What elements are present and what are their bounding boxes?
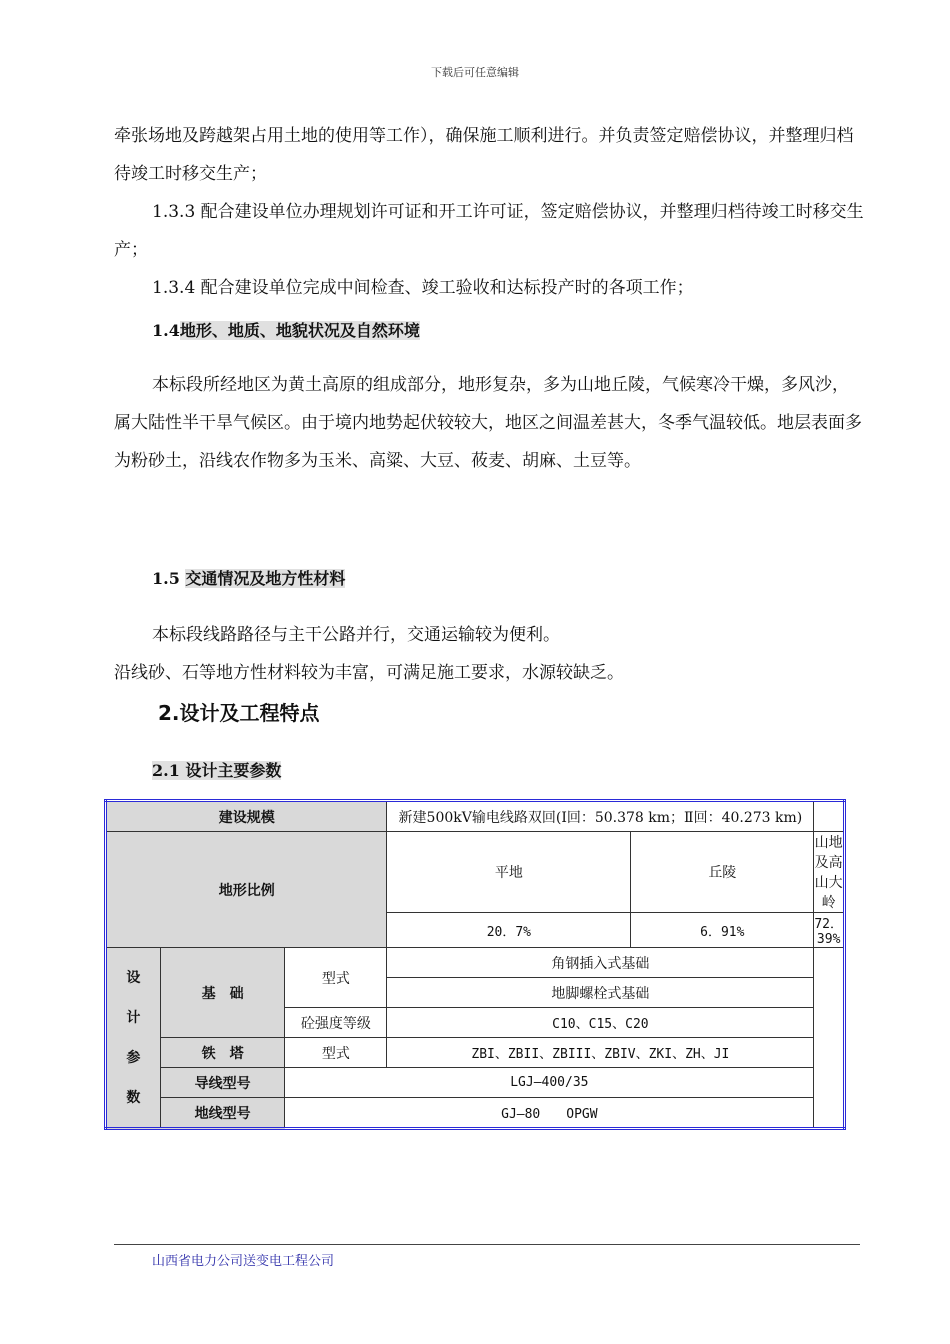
table-row xyxy=(106,1098,845,1129)
design-char: 数 xyxy=(126,1089,141,1106)
table-row xyxy=(106,832,845,913)
terrain-col-hill: 丘陵 xyxy=(631,832,814,913)
concrete-label: 砼强度等级 xyxy=(285,1008,387,1038)
terrain-col-mountain: 山地及高山大岭 xyxy=(814,832,845,913)
design-params-label xyxy=(106,948,161,1129)
conductor-label: 导线型号 xyxy=(160,1068,285,1098)
paragraph-1-3-3: 1.3.3 配合建设单位办理规划许可证和开工许可证，签定赔偿协议，并整理归档待竣工时移交生产； xyxy=(114,202,864,260)
table-row xyxy=(106,801,845,832)
design-parameters-table xyxy=(104,799,846,1130)
table-row xyxy=(106,1038,845,1068)
heading-2-1-text: 2.1 设计主要参数 xyxy=(152,761,282,780)
paragraph-terrain: 本标段所经地区为黄土高原的组成部分，地形复杂，多为山地丘陵，气候寒冷干燥，多风沙，属大陆性半干旱气候区。由于境内地势起伏较较大，地区之间温差甚大，冬季气温较低。地层表面多为粉砂土，沿线农作物多为玉米、高粱、大豆、莜麦、胡麻、土豆等。 xyxy=(114,375,862,471)
paragraph-materials: 沿线砂、石等地方性材料较为丰富，可满足施工要求，水源较缺乏。 xyxy=(114,663,624,683)
footer-company: 山西省电力公司送变电工程公司 xyxy=(152,1254,335,1269)
foundation-label: 基 础 xyxy=(160,948,285,1038)
tower-type-label: 型式 xyxy=(285,1038,387,1068)
design-char: 设 xyxy=(126,969,141,986)
design-char: 参 xyxy=(126,1049,141,1066)
ground-wire-value: GJ—80 OPGW xyxy=(285,1098,814,1129)
scale-label: 建设规模 xyxy=(106,801,387,832)
terrain-col-flat: 平地 xyxy=(387,832,631,913)
heading-2-1 xyxy=(152,758,281,781)
tower-label: 铁 塔 xyxy=(160,1038,285,1068)
terrain-label: 地形比例 xyxy=(106,832,387,948)
paragraph-1-3-4: 1.3.4 配合建设单位完成中间检查、竣工验收和达标投产时的各项工作； xyxy=(152,278,694,298)
terrain-val-hill: 6．91% xyxy=(631,913,814,948)
terrain-val-mountain: 72．39% xyxy=(814,913,845,948)
heading-1-4-number: 1.4 xyxy=(152,321,180,340)
footer-divider xyxy=(114,1244,860,1245)
heading-1-5 xyxy=(152,566,345,589)
table-row xyxy=(106,948,845,978)
tower-value: ZBI、ZBII、ZBIII、ZBIV、ZKI、ZH、JI xyxy=(387,1038,814,1068)
paragraph-transport: 本标段线路路径与主干公路并行，交通运输较为便利。 xyxy=(152,625,560,645)
foundation-type-label: 型式 xyxy=(285,948,387,1008)
design-char: 计 xyxy=(126,1009,141,1026)
heading-1-5-number: 1.5 xyxy=(152,569,180,588)
paragraph-land-use: 牵张场地及跨越架占用土地的使用等工作），确保施工顺利进行。并负责签定赔偿协议，并整理归档待竣工时移交生产； xyxy=(114,126,854,184)
heading-1-4 xyxy=(152,318,420,341)
heading-1-5-text: 交通情况及地方性材料 xyxy=(185,569,346,588)
scale-value: 新建500kV输电线路双回(Ⅰ回：50.378 km；Ⅱ回：40.273 km) xyxy=(387,801,814,832)
table-row xyxy=(106,1068,845,1098)
foundation-type-2: 地脚螺栓式基础 xyxy=(387,978,814,1008)
concrete-value: C10、C15、C20 xyxy=(387,1008,814,1038)
conductor-value: LGJ—400/35 xyxy=(285,1068,814,1098)
ground-wire-label: 地线型号 xyxy=(160,1098,285,1129)
foundation-type-1: 角钢插入式基础 xyxy=(387,948,814,978)
terrain-val-flat: 20．7% xyxy=(387,913,631,948)
heading-2: 2.设计及工程特点 xyxy=(158,701,320,725)
heading-1-4-text: 地形、地质、地貌状况及自然环境 xyxy=(179,321,420,340)
page-header: 下载后可任意编辑 xyxy=(431,66,519,79)
